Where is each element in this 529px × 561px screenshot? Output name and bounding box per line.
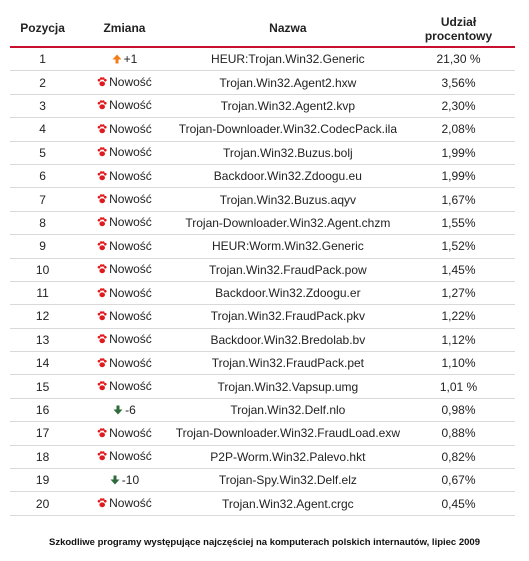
row-change xyxy=(75,352,173,375)
new-paw-icon xyxy=(97,311,107,321)
header-change: Zmiana xyxy=(75,10,173,47)
row-change-label: Nowość xyxy=(109,332,152,347)
row-change xyxy=(75,235,173,258)
row-malware-name: Trojan-Spy.Win32.Delf.elz xyxy=(174,469,402,492)
table-row xyxy=(10,211,515,234)
row-change xyxy=(75,305,173,328)
row-position: 15 xyxy=(10,375,75,398)
row-position: 16 xyxy=(10,398,75,421)
new-paw-icon xyxy=(97,288,107,298)
row-share: 1,55% xyxy=(402,211,515,234)
row-share: 1,67% xyxy=(402,188,515,211)
row-change-label: Nowość xyxy=(109,496,152,511)
table-body xyxy=(10,47,515,515)
row-change-label: Nowość xyxy=(109,425,152,440)
row-position: 12 xyxy=(10,305,75,328)
row-share: 1,45% xyxy=(402,258,515,281)
row-malware-name: Trojan-Downloader.Win32.FraudLoad.exw xyxy=(174,422,402,445)
row-position: 19 xyxy=(10,469,75,492)
row-change xyxy=(75,258,173,281)
header-name: Nazwa xyxy=(174,10,402,47)
row-position: 1 xyxy=(10,47,75,71)
row-change-label: Nowość xyxy=(109,121,152,136)
row-malware-name: Backdoor.Win32.Bredolab.bv xyxy=(174,328,402,351)
row-change-label: Nowość xyxy=(109,285,152,300)
new-paw-icon xyxy=(97,171,107,181)
row-change-label: Nowość xyxy=(109,238,152,253)
row-position: 2 xyxy=(10,71,75,94)
row-malware-name: Trojan.Win32.FraudPack.pet xyxy=(174,352,402,375)
table-row xyxy=(10,141,515,164)
row-change xyxy=(75,164,173,187)
row-share: 0,88% xyxy=(402,422,515,445)
new-paw-icon xyxy=(97,264,107,274)
malware-ranking-table xyxy=(10,10,515,516)
new-paw-icon xyxy=(97,334,107,344)
table-row xyxy=(10,281,515,304)
new-paw-icon xyxy=(97,358,107,368)
row-change-label: Nowość xyxy=(109,215,152,230)
row-position: 13 xyxy=(10,328,75,351)
row-malware-name: Trojan.Win32.Agent.crgc xyxy=(174,492,402,515)
row-share: 0,45% xyxy=(402,492,515,515)
row-malware-name: Trojan.Win32.Agent2.hxw xyxy=(174,71,402,94)
row-change xyxy=(75,71,173,94)
new-paw-icon xyxy=(97,194,107,204)
row-change-label: Nowość xyxy=(109,168,152,183)
row-change-label: Nowość xyxy=(109,98,152,113)
row-change-label: Nowość xyxy=(109,355,152,370)
row-malware-name: HEUR:Worm.Win32.Generic xyxy=(174,235,402,258)
new-paw-icon xyxy=(97,77,107,87)
row-position: 9 xyxy=(10,235,75,258)
row-change-label: Nowość xyxy=(109,262,152,277)
row-position: 3 xyxy=(10,94,75,117)
new-paw-icon xyxy=(97,381,107,391)
table-row xyxy=(10,352,515,375)
row-position: 20 xyxy=(10,492,75,515)
row-change xyxy=(75,328,173,351)
row-change xyxy=(75,141,173,164)
row-change-label: +1 xyxy=(123,51,138,66)
new-paw-icon xyxy=(97,498,107,508)
row-malware-name: Trojan.Win32.FraudPack.pkv xyxy=(174,305,402,328)
table-row xyxy=(10,422,515,445)
arrow-up-icon xyxy=(112,54,122,64)
table-caption: Szkodliwe programy występujące najczęściej na komputerach polskich internautów, lipiec 2009 xyxy=(49,537,480,548)
new-paw-icon xyxy=(97,428,107,438)
row-change-label: Nowość xyxy=(109,449,152,464)
row-share: 1,12% xyxy=(402,328,515,351)
row-change xyxy=(75,375,173,398)
row-change xyxy=(75,281,173,304)
table-row xyxy=(10,164,515,187)
row-change xyxy=(75,47,173,71)
row-malware-name: Trojan.Win32.Agent2.kvp xyxy=(174,94,402,117)
table-row xyxy=(10,47,515,71)
row-change xyxy=(75,469,173,492)
row-position: 8 xyxy=(10,211,75,234)
row-share: 21,30 % xyxy=(402,47,515,71)
row-malware-name: Trojan.Win32.Buzus.aqyv xyxy=(174,188,402,211)
header-share-line2: procentowy xyxy=(424,29,493,43)
row-change-label: Nowość xyxy=(109,379,152,394)
row-share: 0,98% xyxy=(402,398,515,421)
header-share xyxy=(402,10,515,47)
row-change xyxy=(75,445,173,468)
row-change-label: Nowość xyxy=(109,308,152,323)
header-position: Pozycja xyxy=(10,10,75,47)
row-malware-name: Trojan.Win32.Vapsup.umg xyxy=(174,375,402,398)
table-row xyxy=(10,305,515,328)
row-change-label: Nowość xyxy=(109,145,152,160)
row-share: 1,99% xyxy=(402,141,515,164)
row-position: 5 xyxy=(10,141,75,164)
row-share: 0,82% xyxy=(402,445,515,468)
row-malware-name: HEUR:Trojan.Win32.Generic xyxy=(174,47,402,71)
row-position: 11 xyxy=(10,281,75,304)
table-row xyxy=(10,71,515,94)
row-change-label: Nowość xyxy=(109,75,152,90)
table-row xyxy=(10,398,515,421)
row-share: 3,56% xyxy=(402,71,515,94)
table-row xyxy=(10,375,515,398)
table-row xyxy=(10,258,515,281)
new-paw-icon xyxy=(97,124,107,134)
row-malware-name: Trojan.Win32.Buzus.bolj xyxy=(174,141,402,164)
row-share: 2,08% xyxy=(402,118,515,141)
row-position: 6 xyxy=(10,164,75,187)
table-row xyxy=(10,469,515,492)
row-position: 17 xyxy=(10,422,75,445)
table-row xyxy=(10,235,515,258)
row-change xyxy=(75,211,173,234)
row-change xyxy=(75,398,173,421)
row-position: 4 xyxy=(10,118,75,141)
row-change xyxy=(75,188,173,211)
arrow-down-icon xyxy=(113,405,123,415)
arrow-down-icon xyxy=(110,475,120,485)
row-position: 7 xyxy=(10,188,75,211)
row-share: 1,10% xyxy=(402,352,515,375)
new-paw-icon xyxy=(97,217,107,227)
table-row xyxy=(10,188,515,211)
table-header-row xyxy=(10,10,515,47)
row-malware-name: Trojan.Win32.Delf.nlo xyxy=(174,398,402,421)
row-malware-name: P2P-Worm.Win32.Palevo.hkt xyxy=(174,445,402,468)
row-malware-name: Backdoor.Win32.Zdoogu.er xyxy=(174,281,402,304)
row-malware-name: Trojan-Downloader.Win32.CodecPack.ila xyxy=(174,118,402,141)
row-change xyxy=(75,94,173,117)
row-change-label: Nowość xyxy=(109,192,152,207)
row-change-label: -6 xyxy=(125,402,136,417)
row-position: 14 xyxy=(10,352,75,375)
row-share: 1,22% xyxy=(402,305,515,328)
table-row xyxy=(10,492,515,515)
header-share-line1: Udział xyxy=(440,15,477,29)
new-paw-icon xyxy=(97,241,107,251)
new-paw-icon xyxy=(97,451,107,461)
row-malware-name: Backdoor.Win32.Zdoogu.eu xyxy=(174,164,402,187)
row-share: 0,67% xyxy=(402,469,515,492)
row-share: 1,01 % xyxy=(402,375,515,398)
row-change-label: -10 xyxy=(121,472,140,487)
row-change xyxy=(75,118,173,141)
row-malware-name: Trojan.Win32.FraudPack.pow xyxy=(174,258,402,281)
table-row xyxy=(10,94,515,117)
row-position: 10 xyxy=(10,258,75,281)
table-row xyxy=(10,445,515,468)
row-share: 1,27% xyxy=(402,281,515,304)
new-paw-icon xyxy=(97,100,107,110)
row-share: 2,30% xyxy=(402,94,515,117)
row-change xyxy=(75,422,173,445)
new-paw-icon xyxy=(97,147,107,157)
row-malware-name: Trojan-Downloader.Win32.Agent.chzm xyxy=(174,211,402,234)
row-share: 1,99% xyxy=(402,164,515,187)
row-share: 1,52% xyxy=(402,235,515,258)
row-position: 18 xyxy=(10,445,75,468)
row-change xyxy=(75,492,173,515)
table-row xyxy=(10,328,515,351)
table-row xyxy=(10,118,515,141)
